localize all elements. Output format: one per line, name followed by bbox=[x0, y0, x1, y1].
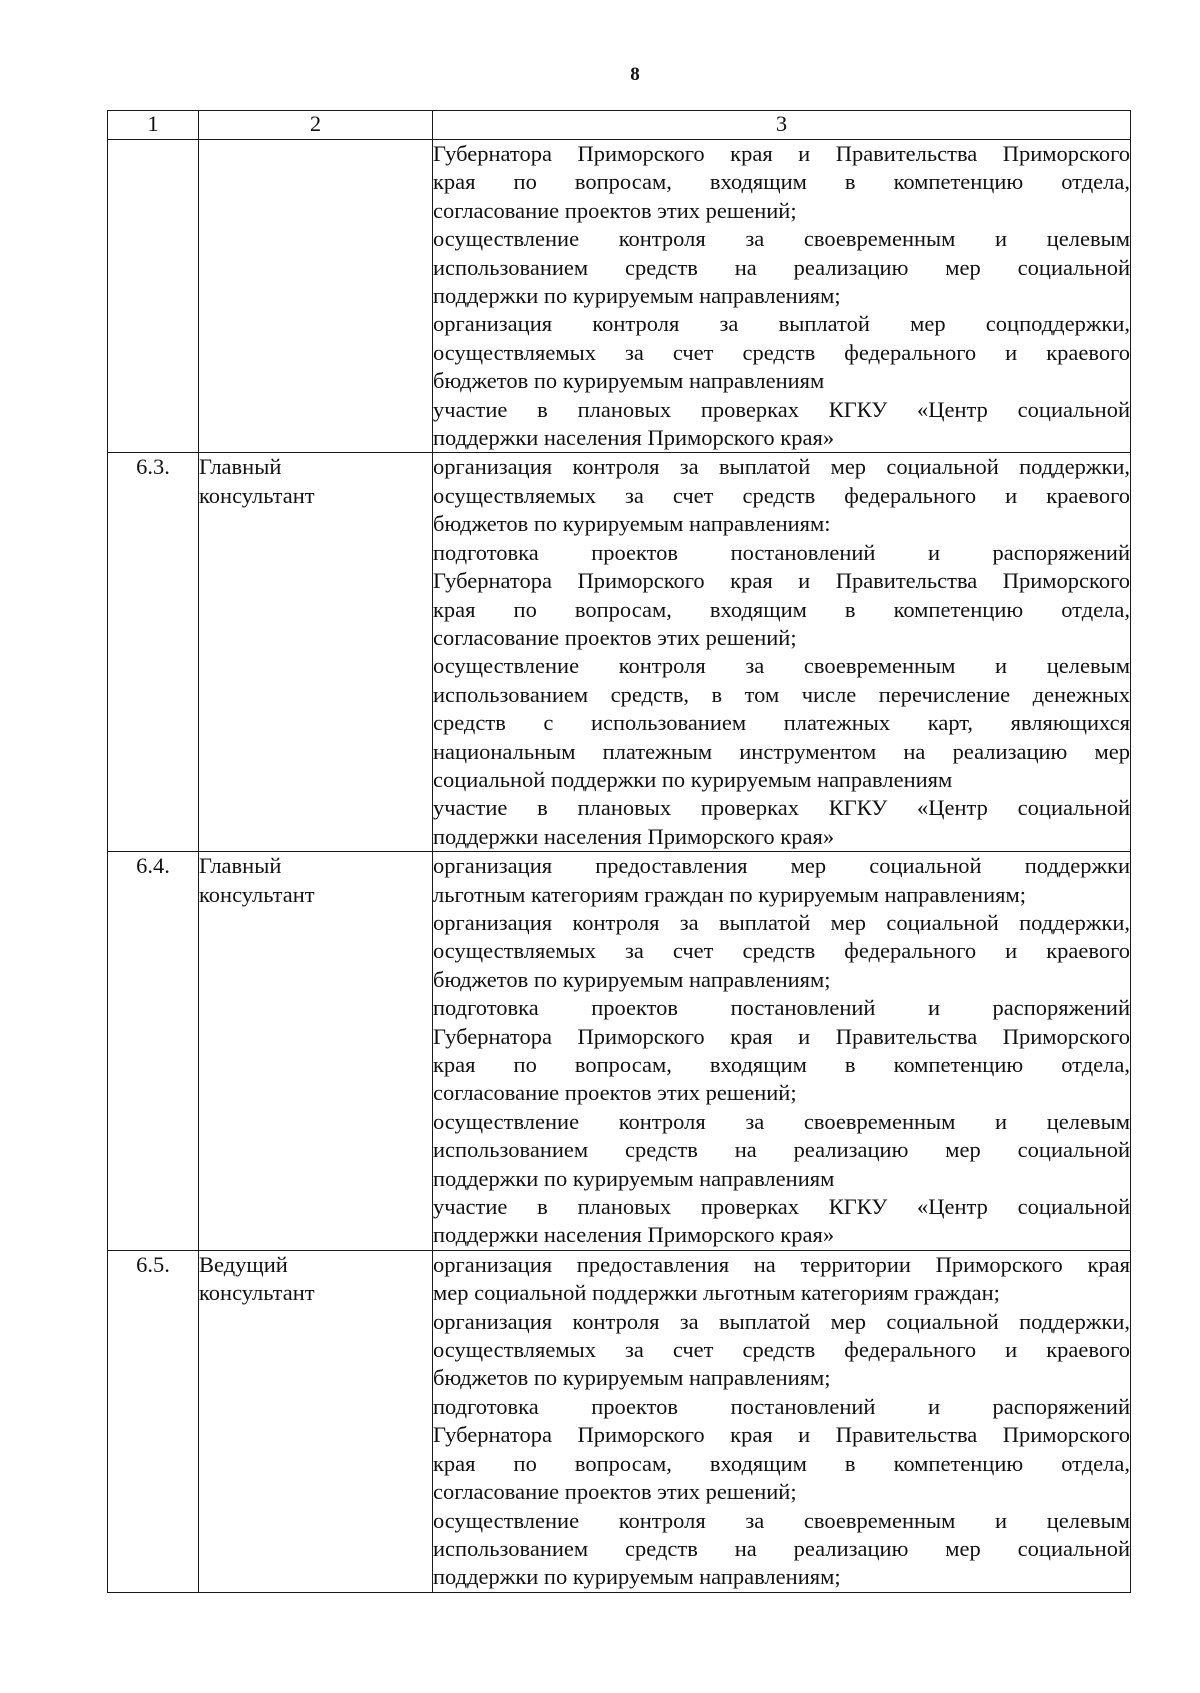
duty-item bbox=[433, 140, 1130, 225]
header-cell-2: 2 bbox=[199, 111, 433, 140]
duty-line: организация контроля за выплатой мер социальной поддержки, bbox=[433, 1308, 1130, 1334]
duties-table bbox=[107, 110, 1131, 1593]
duty-line: использованием средств на реализацию мер социальной bbox=[433, 254, 1130, 280]
position-line: консультант bbox=[199, 881, 315, 907]
position-title bbox=[199, 453, 433, 852]
duty-line: использованием средств на реализацию мер социальной bbox=[433, 1137, 1130, 1163]
duty-line: участие в плановых проверках КГКУ «Центр социальной bbox=[433, 396, 1130, 422]
position-line: консультант bbox=[199, 482, 315, 508]
position-title bbox=[199, 852, 433, 1251]
duty-line: подготовка проектов постановлений и распоряжений bbox=[433, 995, 1130, 1021]
duty-line: согласование проектов этих решений; bbox=[433, 1479, 797, 1505]
duty-line: согласование проектов этих решений; bbox=[433, 624, 797, 650]
duty-line: бюджетов по курируемым направлениям; bbox=[433, 966, 831, 992]
duty-line: организация контроля за выплатой мер социальной поддержки, bbox=[433, 909, 1130, 935]
duty-item bbox=[433, 1507, 1130, 1592]
position-line: Главный bbox=[199, 454, 282, 480]
table-row bbox=[108, 453, 1131, 852]
position-line: Ведущий bbox=[199, 1251, 288, 1277]
duty-item bbox=[433, 1193, 1130, 1250]
duty-item bbox=[433, 310, 1130, 395]
duty-line: подготовка проектов постановлений и распоряжений bbox=[433, 539, 1130, 565]
duty-item bbox=[433, 1251, 1130, 1308]
duty-line: организация контроля за выплатой мер соцподдержки, bbox=[433, 311, 1130, 337]
position-title bbox=[199, 140, 433, 453]
table-row bbox=[108, 852, 1131, 1251]
duty-line: Губернатора Приморского края и Правительства Приморского bbox=[433, 1023, 1130, 1049]
table-row bbox=[108, 140, 1131, 453]
duty-line: использованием средств на реализацию мер социальной bbox=[433, 1535, 1130, 1561]
duty-line: бюджетов по курируемым направлениям; bbox=[433, 1365, 831, 1391]
duty-line: социальной поддержки по курируемым направлениям bbox=[433, 766, 953, 792]
duty-line: края по вопросам, входящим в компетенцию отдела, bbox=[433, 596, 1130, 622]
duty-item bbox=[433, 1108, 1130, 1193]
duty-line: Губернатора Приморского края и Правительства Приморского bbox=[433, 1422, 1130, 1448]
duty-line: организация предоставления на территории Приморского края bbox=[433, 1251, 1130, 1277]
duty-line: организация предоставления мер социальной поддержки bbox=[433, 853, 1130, 879]
duty-item bbox=[433, 794, 1130, 851]
duty-line: подготовка проектов постановлений и распоряжений bbox=[433, 1393, 1130, 1419]
header-cell-1: 1 bbox=[108, 111, 199, 140]
duty-line: национальным платежным инструментом на реализацию мер bbox=[433, 738, 1130, 764]
duty-line: осуществляемых за счет средств федерального и краевого bbox=[433, 938, 1130, 964]
page-number: 8 bbox=[630, 64, 640, 85]
duty-line: поддержки по курируемым направлениям bbox=[433, 1165, 835, 1191]
duty-item bbox=[433, 852, 1130, 909]
duty-line: организация контроля за выплатой мер социальной поддержки, bbox=[433, 454, 1130, 480]
duties-cell bbox=[433, 1250, 1131, 1592]
duty-line: края по вопросам, входящим в компетенцию отдела, bbox=[433, 1450, 1130, 1476]
duty-line: поддержки населения Приморского края» bbox=[433, 425, 835, 451]
duty-line: Губернатора Приморского края и Правительства Приморского bbox=[433, 568, 1130, 594]
duty-line: поддержки по курируемым направлениям; bbox=[433, 1564, 841, 1590]
duty-line: осуществление контроля за своевременным и целевым bbox=[433, 226, 1130, 252]
duty-line: осуществление контроля за своевременным и целевым bbox=[433, 1507, 1130, 1533]
duty-item bbox=[433, 994, 1130, 1108]
table-header-row bbox=[108, 111, 1131, 140]
position-line: консультант bbox=[199, 1280, 315, 1306]
duty-item bbox=[433, 539, 1130, 653]
position-title bbox=[199, 1250, 433, 1592]
duty-line: использованием средств, в том числе перечисление денежных bbox=[433, 681, 1130, 707]
duty-line: поддержки населения Приморского края» bbox=[433, 1222, 835, 1248]
item-number: 6.3. bbox=[108, 453, 199, 852]
duty-line: края по вопросам, входящим в компетенцию отдела, bbox=[433, 169, 1130, 195]
item-number: 6.5. bbox=[108, 1250, 199, 1592]
duties-cell bbox=[433, 852, 1131, 1251]
duty-line: осуществляемых за счет средств федерального и краевого bbox=[433, 1337, 1130, 1363]
duty-item bbox=[433, 1308, 1130, 1393]
duty-line: участие в плановых проверках КГКУ «Центр социальной bbox=[433, 1194, 1130, 1220]
duty-item bbox=[433, 225, 1130, 310]
duty-item bbox=[433, 453, 1130, 538]
duty-line: мер социальной поддержки льготным категориям граждан; bbox=[433, 1280, 1000, 1306]
header-cell-3: 3 bbox=[433, 111, 1131, 140]
duty-line: осуществляемых за счет средств федерального и краевого bbox=[433, 339, 1130, 365]
duty-line: льготным категориям граждан по курируемым направлениям; bbox=[433, 881, 1026, 907]
duty-item bbox=[433, 1393, 1130, 1507]
duty-item bbox=[433, 652, 1130, 794]
duty-line: согласование проектов этих решений; bbox=[433, 197, 797, 223]
duty-line: поддержки по курируемым направлениям; bbox=[433, 283, 841, 309]
duty-line: осуществляемых за счет средств федерального и краевого bbox=[433, 482, 1130, 508]
duty-line: края по вопросам, входящим в компетенцию отдела, bbox=[433, 1052, 1130, 1077]
duties-cell bbox=[433, 453, 1131, 852]
duty-line: осуществление контроля за своевременным и целевым bbox=[433, 1108, 1130, 1134]
item-number: 6.4. bbox=[108, 852, 199, 1251]
position-line: Главный bbox=[199, 853, 282, 879]
duty-line: осуществление контроля за своевременным и целевым bbox=[433, 653, 1130, 679]
duty-line: Губернатора Приморского края и Правительства Приморского bbox=[433, 141, 1130, 166]
item-number bbox=[108, 140, 199, 453]
duty-line: согласование проектов этих решений; bbox=[433, 1080, 797, 1106]
duty-line: бюджетов по курируемым направлениям bbox=[433, 368, 825, 394]
duty-item bbox=[433, 396, 1130, 453]
table-row bbox=[108, 1250, 1131, 1592]
duty-line: поддержки населения Приморского края» bbox=[433, 823, 835, 849]
duty-line: бюджетов по курируемым направлениям: bbox=[433, 511, 831, 537]
duties-cell bbox=[433, 140, 1131, 453]
duty-line: средств с использованием платежных карт, являющихся bbox=[433, 710, 1130, 736]
duty-line: участие в плановых проверках КГКУ «Центр социальной bbox=[433, 795, 1130, 821]
duty-item bbox=[433, 909, 1130, 994]
